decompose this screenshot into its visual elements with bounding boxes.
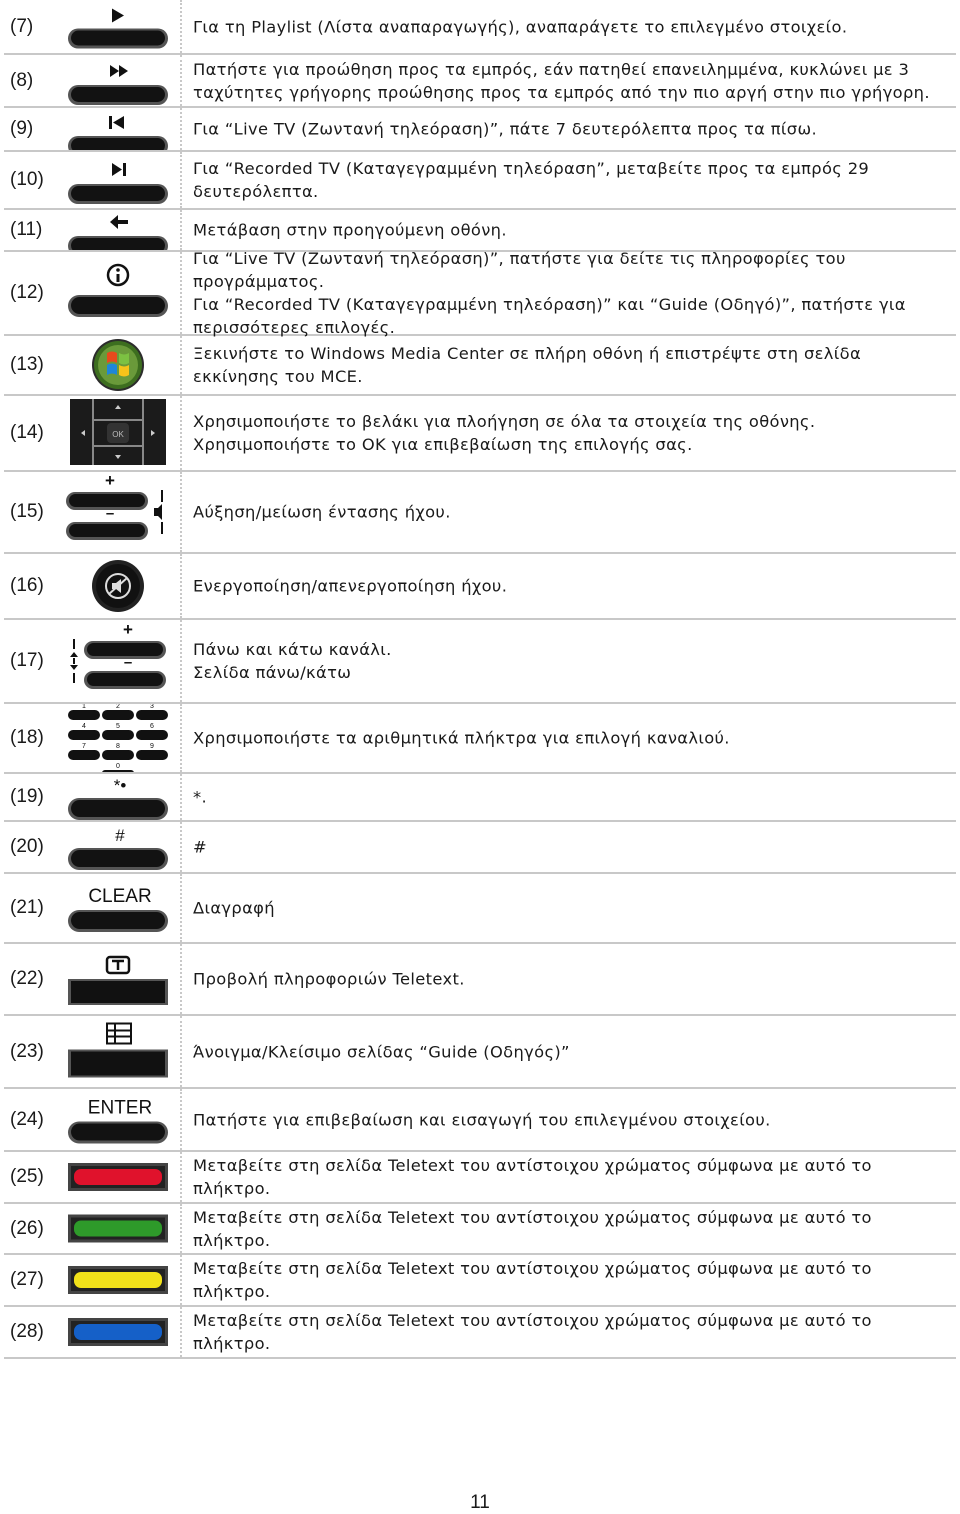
column-divider [180, 704, 182, 772]
description-line: Μεταβείτε στη σελίδα Teletext του αντίστοιχου χρώματος σύμφωνα με αυτό το [193, 1311, 872, 1330]
row-description [193, 1257, 946, 1303]
description-line: πλήκτρο. [193, 1179, 271, 1198]
column-divider [180, 620, 182, 702]
svg-text:9: 9 [150, 743, 154, 750]
column-divider [180, 1089, 182, 1150]
row-description [193, 1206, 946, 1252]
row-number: (17) [10, 650, 44, 671]
info-icon [62, 252, 174, 334]
description-line: Πατήστε για επιβεβαίωση και εισαγωγή του επιλεγμένου στοιχείου. [193, 1110, 771, 1129]
svg-text:7: 7 [82, 743, 86, 750]
row-description [193, 219, 946, 242]
svg-text:1: 1 [82, 704, 86, 710]
mute-icon [62, 554, 174, 618]
description-line: Χρησιμοποιήστε το βελάκι για πλοήγηση σε όλα τα στοιχεία της οθόνης. [193, 412, 816, 431]
description-line: Μεταβείτε στη σελίδα Teletext του αντίστοιχου χρώματος σύμφωνα με αυτό το [193, 1207, 872, 1227]
column-divider [180, 1255, 182, 1305]
fast-forward-icon [62, 55, 174, 106]
windows-start-icon [62, 336, 174, 394]
row-description [193, 118, 946, 141]
description-line: εκκίνησης του MCE. [193, 367, 363, 386]
svg-text:4: 4 [82, 723, 86, 730]
column-divider [180, 1307, 182, 1357]
table-row [4, 1089, 956, 1152]
table-row [4, 1204, 956, 1255]
back-arrow-icon [62, 210, 174, 250]
description-line: Προβολή πληροφοριών Teletext. [193, 969, 465, 989]
red-key-icon [62, 1152, 174, 1202]
clear-key-icon [62, 874, 174, 942]
column-divider [180, 554, 182, 618]
row-description [193, 15, 946, 38]
enter-key-icon [62, 1089, 174, 1150]
column-divider [180, 822, 182, 872]
description-line: προγράμματος. [193, 272, 325, 291]
row-number: (16) [10, 575, 44, 596]
table-row [4, 152, 956, 210]
table-row [4, 108, 956, 152]
svg-text:–: – [105, 505, 115, 522]
column-divider [180, 152, 182, 208]
table-row [4, 472, 956, 554]
svg-text:CLEAR: CLEAR [88, 886, 152, 907]
table-row [4, 55, 956, 108]
row-number: (22) [10, 968, 44, 989]
description-line: Άνοιγμα/Κλείσιμο σελίδας “Guide (Οδηγός)” [193, 1042, 570, 1061]
description-line: πλήκτρο. [193, 1334, 271, 1353]
row-description [193, 836, 946, 859]
column-divider [180, 944, 182, 1014]
column-divider [180, 252, 182, 334]
row-number: (14) [10, 422, 44, 443]
description-line: Ξεκινήστε το Windows Media Center σε πλήρη οθόνη ή επιστρέψτε στη σελίδα [193, 344, 862, 363]
column-divider [180, 1152, 182, 1202]
row-description [193, 575, 946, 598]
hash-key-icon [62, 822, 174, 872]
svg-text:–: – [123, 654, 133, 671]
row-number: (26) [10, 1217, 44, 1239]
navigation-pad-icon [62, 396, 174, 470]
numeric-keypad-icon [62, 704, 174, 772]
description-line: Για “Live TV (Ζωντανή τηλεόραση)”, πάτε 7 δευτερόλεπτα προς τα πίσω. [193, 119, 817, 139]
guide-icon [62, 1016, 174, 1087]
row-description [193, 638, 946, 684]
column-divider [180, 472, 182, 552]
svg-text:ENTER: ENTER [87, 1097, 153, 1119]
column-divider [180, 336, 182, 394]
row-number: (18) [10, 727, 44, 748]
row-description [193, 968, 946, 991]
column-divider [180, 1016, 182, 1087]
page-number: 11 [470, 1492, 490, 1513]
description-line: Σελίδα πάνω/κάτω [193, 663, 352, 682]
row-number: (13) [10, 354, 44, 375]
row-number: (12) [10, 282, 44, 303]
row-number: (25) [10, 1166, 44, 1187]
description-line: Χρησιμοποιήστε το OK για επιβεβαίωση της επιλογής σας. [193, 435, 693, 454]
table-row [4, 249, 956, 337]
row-number: (23) [10, 1040, 44, 1062]
table-row [4, 336, 956, 396]
row-description [193, 727, 946, 750]
row-description [193, 58, 946, 104]
description-line: Διαγραφή [193, 898, 275, 918]
description-line: # [193, 837, 207, 857]
svg-text:5: 5 [116, 723, 120, 730]
row-number: (24) [10, 1108, 44, 1130]
description-line: ταχύτητες γρήγορης προώθησης προς τα εμπρός από την πιο αργή στην πιο γρήγορη. [193, 82, 930, 102]
table-row [4, 944, 956, 1016]
description-line: Μεταβείτε στη σελίδα Teletext του αντίστοιχου χρώματος σύμφωνα με αυτό το [193, 1156, 872, 1175]
description-line: Μετάβαση στην προηγούμενη οθόνη. [193, 220, 507, 240]
svg-text:OK: OK [112, 430, 124, 439]
svg-text:6: 6 [150, 723, 154, 730]
description-line: Ενεργοποίηση/απενεργοποίηση ήχου. [193, 576, 508, 596]
table-row [4, 1152, 956, 1204]
description-line: Για “Recorded TV (Καταγεγραμμένη τηλεόραση”, μεταβείτε προς τα εμπρός 29 [193, 159, 870, 178]
description-line: Για τη Playlist (Λίστα αναπαραγωγής), αναπαράγετε το επιλεγμένο στοιχείο. [193, 17, 848, 36]
description-line: Αύξηση/μείωση έντασης ήχου. [193, 502, 451, 522]
column-divider [180, 774, 182, 820]
description-line: πλήκτρο. [193, 1230, 271, 1250]
row-description [193, 897, 946, 920]
row-number: (9) [10, 118, 34, 139]
column-divider [180, 396, 182, 470]
table-row [4, 774, 956, 822]
table-row [4, 704, 956, 774]
row-number: (19) [10, 786, 44, 807]
green-key-icon [62, 1204, 174, 1253]
table-row [4, 620, 956, 704]
description-line: Πατήστε για προώθηση προς τα εμπρός, εάν πατηθεί επανειλημμένα, κυκλώνει με 3 [193, 59, 910, 79]
svg-text:2: 2 [116, 704, 120, 710]
row-description [193, 1040, 946, 1063]
row-description [193, 342, 946, 388]
row-number: (7) [10, 15, 34, 37]
column-divider [180, 55, 182, 106]
skip-icon [62, 152, 174, 208]
column-divider [180, 1204, 182, 1253]
row-description [193, 157, 946, 203]
row-description [193, 786, 946, 809]
svg-text:+: + [123, 620, 133, 639]
row-description [193, 501, 946, 524]
table-row [4, 822, 956, 874]
table-row [4, 554, 956, 620]
volume-rocker-icon [62, 472, 174, 552]
table-row [4, 0, 956, 55]
row-description [193, 1309, 946, 1355]
column-divider [180, 210, 182, 250]
svg-text:3: 3 [150, 704, 154, 710]
svg-text:+: + [105, 472, 115, 490]
play-icon [62, 0, 174, 53]
table-row [4, 1016, 956, 1089]
svg-text:#: # [115, 826, 125, 845]
row-number: (8) [10, 69, 34, 91]
description-line: Χρησιμοποιήστε τα αριθμητικά πλήκτρα για επιλογή καναλιού. [193, 728, 730, 748]
teletext-icon [62, 944, 174, 1014]
svg-text:0: 0 [116, 763, 120, 770]
table-row [4, 210, 956, 252]
description-line: πλήκτρο. [193, 1282, 271, 1301]
table-row [4, 396, 956, 472]
description-line: δευτερόλεπτα. [193, 182, 319, 201]
row-number: (11) [10, 219, 43, 240]
row-number: (28) [10, 1321, 44, 1342]
row-number: (27) [10, 1269, 44, 1290]
row-description [193, 1108, 946, 1131]
svg-text:*•: *• [113, 776, 127, 795]
description-line: Πάνω και κάτω κανάλι. [193, 640, 392, 659]
remote-buttons-table [4, 0, 956, 1359]
column-divider [180, 108, 182, 150]
description-line: Μεταβείτε στη σελίδα Teletext του αντίστοιχου χρώματος σύμφωνα με αυτό το [193, 1259, 872, 1278]
table-row [4, 874, 956, 944]
row-description [193, 1154, 946, 1200]
channel-rocker-icon [62, 620, 174, 702]
description-line: Για “Live TV (Ζωντανή τηλεόραση)”, πατήστε για δείτε τις πληροφορίες του [193, 249, 846, 268]
column-divider [180, 0, 182, 53]
description-line: περισσότερες επιλογές. [193, 318, 396, 337]
row-description [193, 410, 946, 456]
row-number: (10) [10, 169, 44, 190]
row-number: (21) [10, 897, 44, 918]
svg-text:8: 8 [116, 743, 120, 750]
row-number: (15) [10, 501, 44, 522]
replay-icon [62, 108, 174, 150]
column-divider [180, 874, 182, 942]
table-row [4, 1307, 956, 1359]
description-line: *. [193, 787, 208, 807]
row-description [193, 247, 946, 339]
yellow-key-icon [62, 1255, 174, 1305]
star-key-icon [62, 774, 174, 820]
blue-key-icon [62, 1307, 174, 1357]
description-line: Για “Recorded TV (Καταγεγραμμένη τηλεόραση)” και “Guide (Οδηγό)”, πατήστε για [193, 295, 906, 314]
row-number: (20) [10, 836, 44, 857]
table-row [4, 1255, 956, 1307]
